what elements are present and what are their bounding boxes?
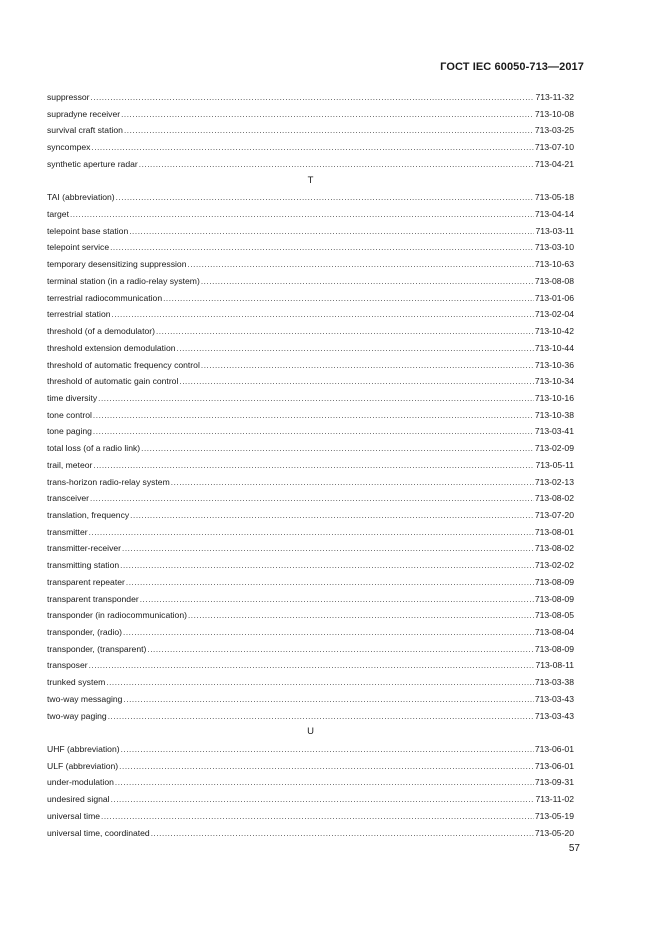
dot-leader [147,642,533,658]
dot-leader [119,759,534,775]
index-term: ULF (abbreviation) [47,760,119,771]
dot-leader [106,675,534,691]
dot-leader [91,90,535,106]
index-reference: 713-07-10 [534,142,574,153]
index-entry [47,574,574,591]
index-entry [47,657,574,674]
index-reference: 713-02-04 [534,309,574,320]
page-number: 57 [568,843,580,854]
index-entry [47,390,574,407]
index-entry [47,340,574,357]
index-reference: 713-03-43 [534,710,574,721]
section-letter: U [307,726,314,738]
index-entry [47,290,574,307]
index-term: two-way paging [47,710,107,721]
dot-leader [188,608,534,624]
index-reference: 713-08-08 [534,275,574,286]
index-term: transmitter [47,526,88,537]
index-reference: 713-08-02 [534,493,574,504]
index-term: tone control [47,409,92,420]
index-reference: 713-10-42 [534,326,574,337]
document-header: ГОСТ IEC 60050-713—2017 [440,61,584,73]
index-entry [47,106,574,123]
dot-leader [70,207,534,223]
index-entry [47,139,574,156]
dot-leader [93,424,534,440]
index-entry [47,206,574,223]
index-term: synthetic aperture radar [47,158,138,169]
dot-leader [112,307,534,323]
index-reference: 713-03-41 [534,426,574,437]
index-entry [47,557,574,574]
index-reference: 713-02-02 [534,560,574,571]
index-entry [47,624,574,641]
index-reference: 713-02-09 [534,443,574,454]
index-term: target [47,209,69,220]
index-reference: 713-08-04 [534,627,574,637]
index-reference: 713-10-34 [534,376,574,387]
index-entry [47,223,574,240]
index-term: suppressor [47,92,90,102]
index-entry [47,524,574,541]
index-reference: 713-04-21 [534,158,574,169]
index-reference: 713-08-01 [534,526,574,537]
index-entry [47,156,574,173]
index-entry [47,641,574,658]
index-entry [47,306,574,323]
index-reference: 713-03-11 [535,225,574,236]
index-entry [47,774,574,791]
dot-leader [177,341,534,357]
index-entry [47,540,574,557]
dot-leader [201,358,534,374]
dot-leader [126,575,534,591]
index-reference: 713-05-19 [534,810,574,821]
index-reference: 713-10-44 [534,342,574,353]
index-term: universal time, coordinated [47,827,150,838]
index-reference: 713-10-16 [534,392,574,403]
index-term: temporary desensitizing suppression [47,259,187,270]
index-term: transposer [47,660,88,671]
dot-leader [121,742,534,758]
index-entry [47,691,574,708]
index-term: telepoint service [47,242,110,253]
index-term: transmitter-receiver [47,543,122,554]
index-term: threshold of automatic frequency control [47,359,200,370]
index-entry [47,741,574,758]
dot-leader [123,692,533,708]
term-index [47,89,574,841]
index-entry [47,407,574,424]
index-term: time diversity [47,392,98,403]
index-term: supradyne receiver [47,108,121,119]
dot-leader [89,525,534,541]
dot-leader [93,458,534,474]
dot-leader [116,190,534,206]
index-term: terminal station (in a radio-relay system) [47,275,200,286]
index-entry [47,122,574,139]
index-term: threshold of automatic gain control [47,376,179,387]
dot-leader [171,475,534,491]
dot-leader [93,408,534,424]
dot-leader [201,274,534,290]
index-reference: 713-05-18 [534,192,574,203]
index-entry [47,507,574,524]
index-entry [47,490,574,507]
index-term: terrestrial radiocommunication [47,292,163,303]
index-entry [47,373,574,390]
index-term: transmitting station [47,560,120,571]
dot-leader [122,541,534,557]
dot-leader [91,140,533,156]
dot-leader [129,224,534,240]
index-term: transponder, (transparent) [47,643,147,654]
dot-leader [115,775,534,791]
index-entry [47,607,574,624]
index-reference: 713-08-11 [535,660,574,671]
index-entry [47,323,574,340]
dot-leader [141,441,534,457]
index-term: translation, frequency [47,509,130,520]
index-reference: 713-08-05 [534,610,574,621]
index-reference: 713-03-25 [534,125,574,136]
index-entry [47,357,574,374]
dot-leader [110,240,534,256]
index-entry [47,457,574,474]
index-reference: 713-03-38 [534,677,574,688]
index-reference: 713-10-63 [534,259,574,270]
index-entry [47,273,574,290]
index-reference: 713-06-01 [534,760,574,771]
index-reference: 713-11-02 [535,794,574,805]
index-reference: 713-08-02 [534,543,574,554]
index-entry [47,189,574,206]
index-term: trunked system [47,677,106,688]
dot-leader [123,625,534,641]
index-reference: 713-02-13 [534,476,574,487]
index-entry [47,758,574,775]
index-entry [47,591,574,608]
index-term: transponder (in radiocommunication) [47,610,187,621]
index-term: syncompex [47,142,91,153]
index-entry [47,423,574,440]
index-term: TAI (abbreviation) [47,192,115,203]
index-reference: 713-11-32 [535,92,574,102]
index-term: threshold (of a demodulator) [47,326,155,337]
index-term: transceiver [47,493,90,504]
index-term: total loss (of a radio link) [47,443,141,454]
dot-leader [108,709,534,725]
dot-leader [89,658,535,674]
index-reference: 713-03-10 [534,242,574,253]
index-entry [47,808,574,825]
dot-leader [179,374,533,390]
dot-leader [163,291,534,307]
dot-leader [139,157,534,173]
index-term: undesired signal [47,794,110,805]
index-term: universal time [47,810,101,821]
dot-leader [130,508,534,524]
index-term: UHF (abbreviation) [47,744,120,755]
index-entry [47,791,574,808]
index-term: under-modulation [47,777,114,788]
index-reference: 713-06-01 [534,744,574,755]
dot-leader [156,324,534,340]
dot-leader [124,123,534,139]
index-reference: 713-10-36 [534,359,574,370]
dot-leader [140,592,534,608]
index-entry [47,674,574,691]
index-reference: 713-08-09 [534,576,574,587]
index-term: transponder, (radio) [47,627,122,637]
index-term: trans-horizon radio-relay system [47,476,170,487]
index-term: tone paging [47,426,92,437]
index-entry [47,825,574,842]
index-term: terrestrial station [47,309,111,320]
index-entry [47,474,574,491]
section-letter: T [307,174,314,186]
index-reference: 713-04-14 [534,209,574,220]
index-entry [47,708,574,725]
index-reference: 713-03-43 [534,693,574,704]
index-reference: 713-08-09 [534,643,574,654]
dot-leader [120,558,534,574]
index-term: transparent repeater [47,576,125,587]
index-entry [47,440,574,457]
index-reference: 713-07-20 [534,509,574,520]
index-term: telepoint base station [47,225,129,236]
index-entry [47,239,574,256]
index-term: survival craft station [47,125,123,136]
index-term: trail, meteor [47,459,93,470]
index-entry [47,89,574,106]
index-entry [47,256,574,273]
index-reference: 713-01-06 [534,292,574,303]
index-reference: 713-05-11 [535,459,574,470]
dot-leader [151,826,534,842]
index-reference: 713-05-20 [534,827,574,838]
dot-leader [121,107,534,123]
index-reference: 713-08-09 [534,593,574,604]
index-reference: 713-09-31 [534,777,574,788]
index-term: threshold extension demodulation [47,342,176,353]
dot-leader [187,257,533,273]
index-term: transparent transponder [47,593,139,604]
index-reference: 713-10-38 [534,409,574,420]
index-reference: 713-10-08 [534,108,574,119]
index-term: two-way messaging [47,693,123,704]
dot-leader [90,491,534,507]
dot-leader [101,809,534,825]
dot-leader [98,391,534,407]
dot-leader [111,792,535,808]
